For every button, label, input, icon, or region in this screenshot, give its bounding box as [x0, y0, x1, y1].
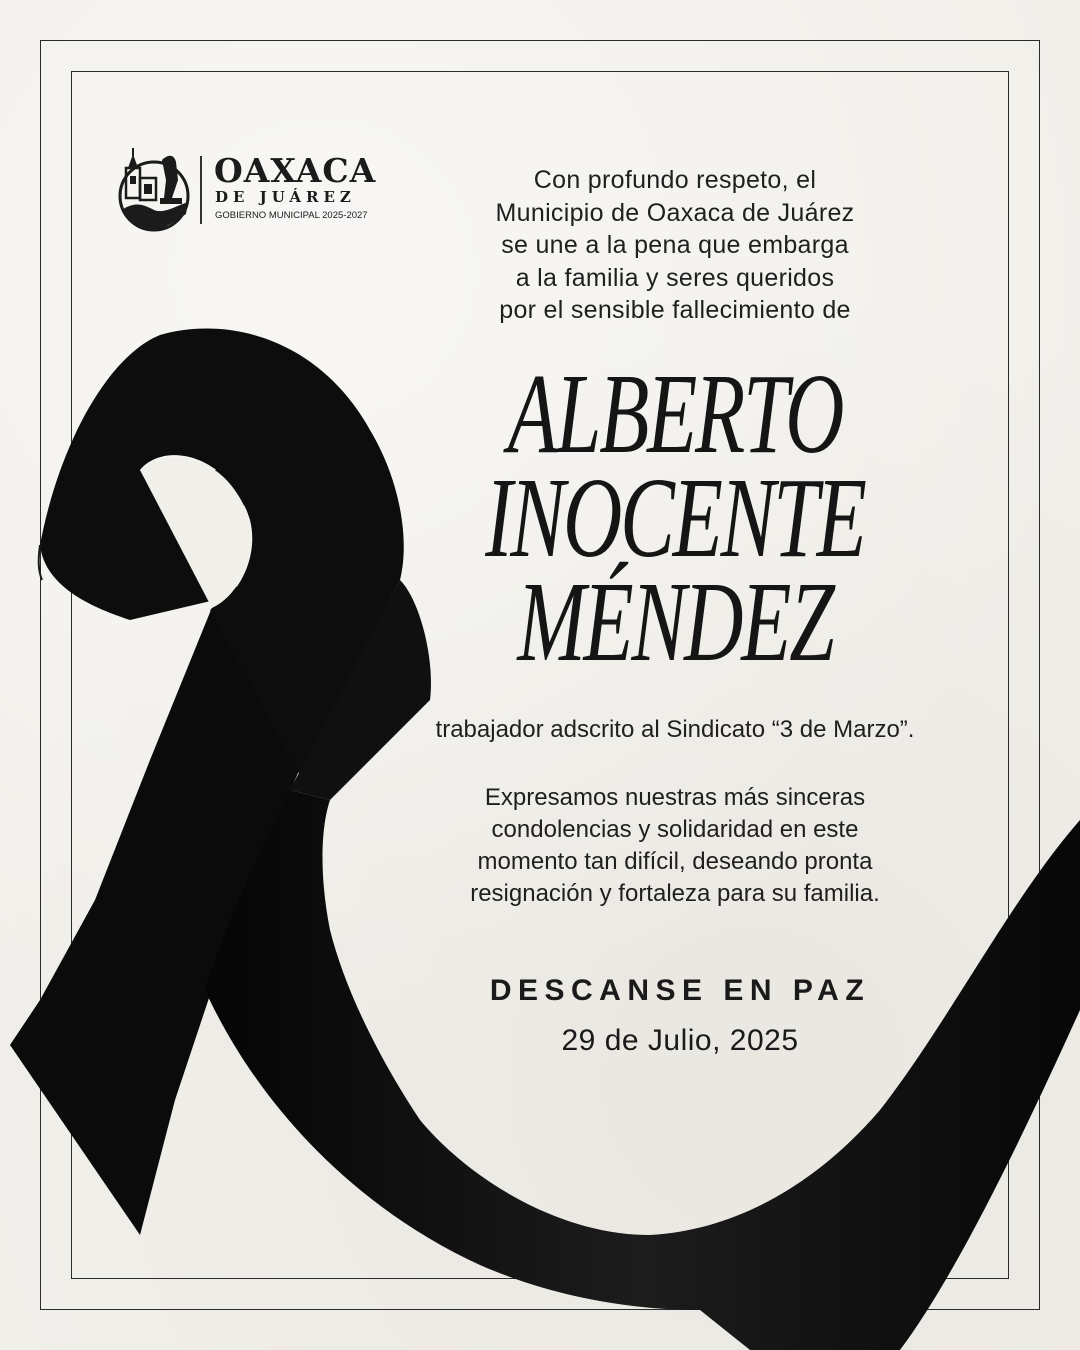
municipal-logo [116, 140, 378, 236]
intro-line: a la familia y seres queridos [515, 263, 835, 292]
condolences-line: momento tan difícil, deseando pronta [477, 848, 873, 875]
church-emblem-icon [116, 140, 192, 236]
condolences-text [400, 782, 950, 910]
intro-line: Con profundo respeto, el [533, 166, 817, 194]
logo-title: OAXACA [214, 151, 377, 190]
rest-in-peace-heading: DESCANSE EN PAZ [489, 974, 871, 1007]
condolences-line: resignación y fortaleza para su familia. [470, 880, 880, 907]
condolences-line: condolencias y solidaridad en este [491, 816, 859, 843]
deceased-name-line: INOCENTE [485, 454, 865, 581]
worker-line: trabajador adscrito al Sindicato “3 de Marzo”. [435, 716, 915, 743]
date-text: 29 de Julio, 2025 [561, 1024, 799, 1057]
intro-line: Municipio de Oaxaca de Juárez [495, 198, 855, 227]
intro-line: por el sensible fallecimiento de [499, 296, 851, 324]
deceased-name-line: MÉNDEZ [517, 558, 833, 685]
deceased-name-line: ALBERTO [507, 350, 843, 477]
logo-subtitle: DE JUÁREZ [215, 188, 356, 206]
logo-divider [200, 156, 202, 224]
condolences-line: Expresamos nuestras más sinceras [484, 784, 866, 811]
intro-text [420, 164, 930, 327]
logo-tagline: GOBIERNO MUNICIPAL 2025-2027 [215, 210, 368, 221]
intro-line: se une a la pena que embarga [501, 231, 849, 259]
deceased-name [400, 350, 950, 685]
